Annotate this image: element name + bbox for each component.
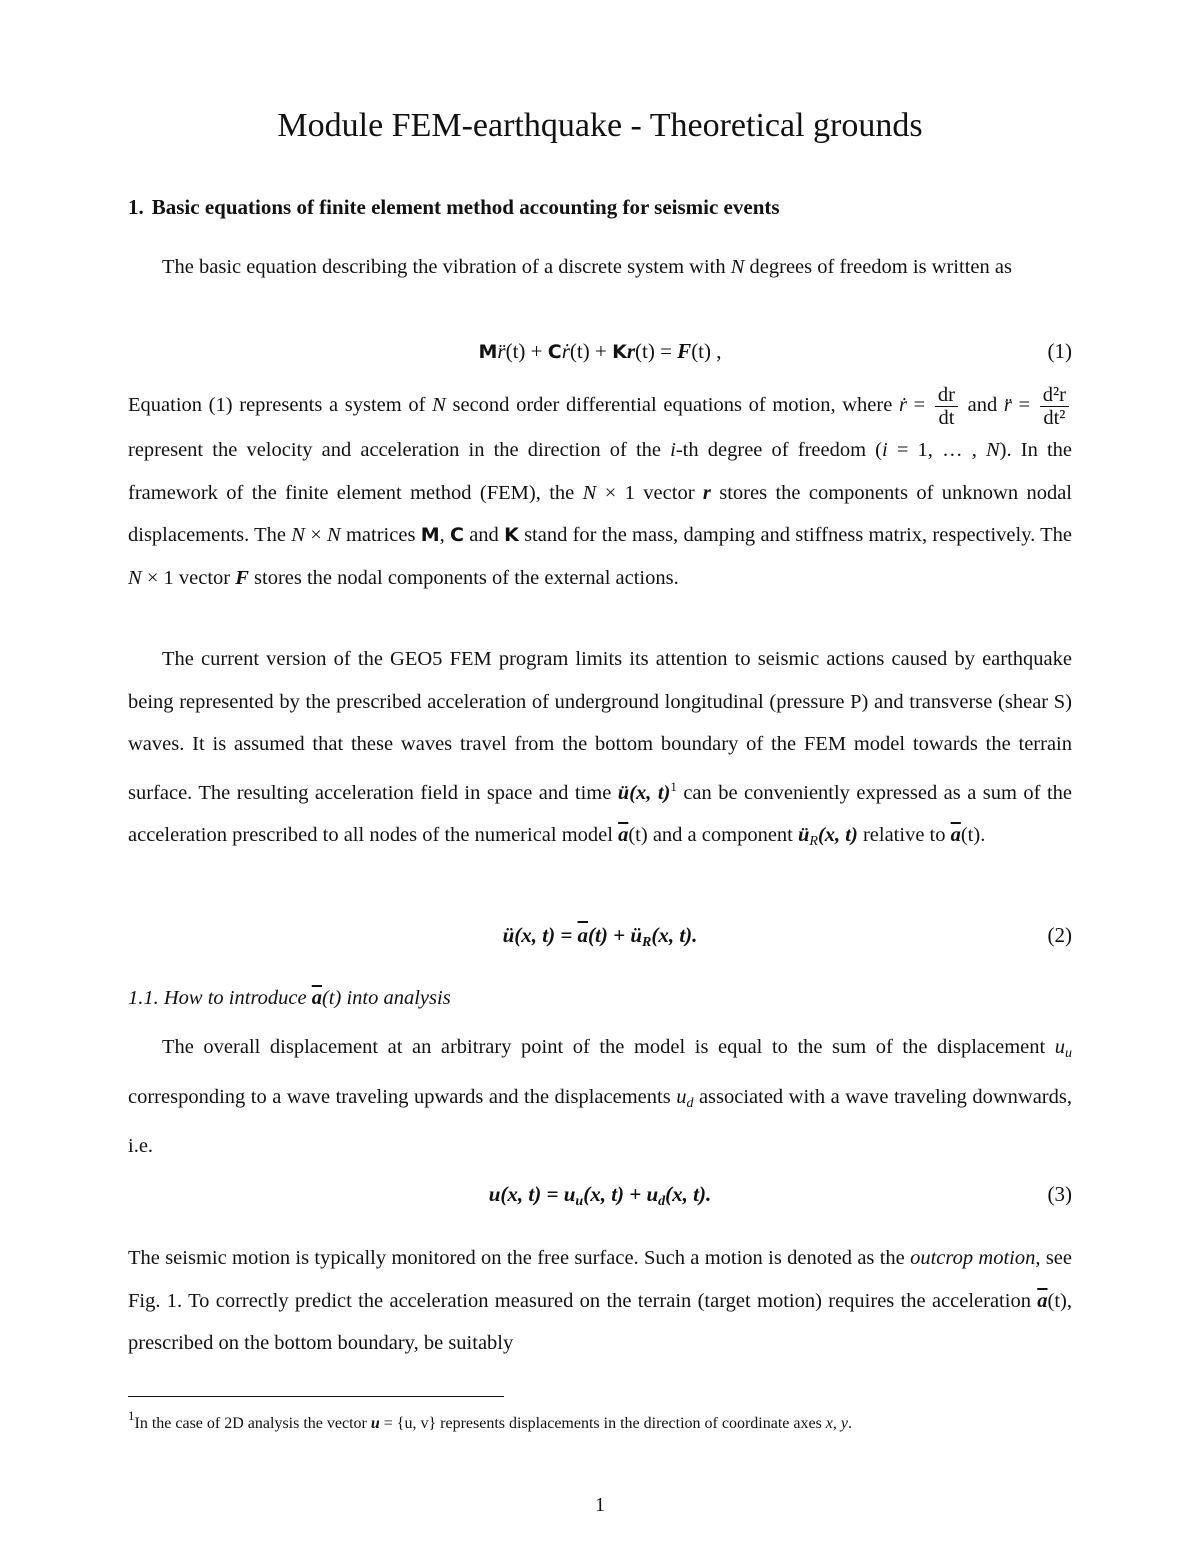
text: (t) ,	[691, 339, 722, 363]
matrix-C: C	[547, 341, 562, 363]
paragraph-intro	[128, 246, 1072, 289]
equation-body	[128, 334, 1072, 369]
text: (x, t).	[651, 923, 698, 947]
symbol-N: N	[327, 524, 341, 546]
text: can be conveniently expressed as a sum of the acceleration prescribed to all nodes of the numerical model	[128, 781, 1072, 846]
text: associated with a wave traveling downwards, i.e.	[128, 1085, 1072, 1157]
text: (t)	[628, 824, 648, 846]
text: represent the velocity and acceleration in the direction of the	[128, 439, 671, 461]
equation-number: (2)	[1047, 923, 1072, 947]
text: =	[906, 394, 932, 417]
equation-body	[128, 1177, 1072, 1219]
text: and a component	[647, 824, 798, 846]
text: degrees of freedom is written as	[744, 256, 1012, 278]
symbol-i: i	[882, 439, 888, 461]
text: (t)	[960, 824, 981, 846]
vector-F: F	[235, 566, 249, 589]
equation-number: (1)	[1047, 339, 1072, 363]
text: × 1 vector	[141, 566, 236, 589]
footnote-mark: 1	[128, 1408, 135, 1423]
subscript-u: u	[575, 1194, 584, 1209]
vector-r: r	[702, 481, 711, 504]
matrix-K: K	[504, 524, 519, 546]
text: ). In the framework of the finite element method (FEM), the	[128, 439, 1073, 504]
equation-number: (3)	[1047, 1182, 1072, 1206]
symbol: ṙ	[898, 394, 907, 417]
symbol-N: N	[291, 524, 305, 546]
subscript-u: u	[1065, 1046, 1072, 1061]
text: The current version of the GEO5 FEM program limits its attention to seismic actions caused by earthquake being represented by the prescribed acceleration of underground longitudinal (pressure P) and transverse (shear S) waves. It is assumed that these waves travel from the bottom boundary of the FEM model towards the terrain surface. The resulting acceleration field in space and time	[128, 648, 1072, 804]
equation-body	[128, 918, 1072, 960]
vector-u: u	[370, 1415, 380, 1432]
vector-a-bar: $\overline{a}$	[577, 923, 589, 947]
text: = 1, … ,	[887, 439, 986, 461]
subsection-heading	[128, 983, 451, 1013]
section-heading	[128, 192, 1072, 222]
args: (x, t)	[817, 824, 858, 846]
symbol-i: i	[670, 439, 676, 461]
text: , see Fig. 1. To correctly predict the acceleration measured on the terrain (target motion) requires the acceleration	[128, 1247, 1072, 1312]
vector-a-bar: $\overline{a}$	[311, 987, 322, 1009]
paragraph-displacement	[128, 1026, 1072, 1168]
footnote-divider	[128, 1396, 504, 1397]
symbol-N: N	[730, 256, 745, 278]
vector-u-ddot: ü	[798, 824, 810, 846]
vector-u-ddot: ü	[617, 781, 630, 804]
emphasis-outcrop-motion: outcrop motion	[910, 1247, 1036, 1269]
matrix-M: M	[420, 524, 440, 546]
text: stores the nodal components of the external actions.	[248, 566, 679, 589]
vector-F: F	[677, 339, 692, 363]
text: Equation (1) represents a system of	[128, 394, 433, 417]
text: relative to	[857, 824, 951, 846]
symbols-xy: x, y	[825, 1415, 848, 1432]
symbol: r̈	[497, 339, 506, 363]
fraction-velocity	[935, 384, 958, 429]
text: second order differential equations of motion, where	[445, 394, 899, 417]
text: =	[1011, 394, 1037, 417]
equation-3	[128, 1177, 1072, 1211]
text: (t) into analysis	[321, 987, 451, 1009]
text: (t) +	[505, 339, 548, 363]
symbol-N: N	[432, 394, 446, 417]
fraction-denominator: dt	[938, 407, 955, 429]
text: (t), prescribed on the bottom boundary, be suitably	[128, 1289, 1072, 1354]
text: (x, t) + u	[583, 1182, 659, 1206]
text: The overall displacement at an arbitrary point of the model is equal to the sum of the displacement	[162, 1036, 1055, 1058]
subscript-R: R	[642, 935, 652, 950]
symbol-N: N	[128, 566, 142, 589]
symbol-N: N	[985, 439, 1000, 461]
paragraph-equation-explanation	[128, 384, 1072, 599]
text: (t) =	[635, 339, 678, 363]
text: (x, t).	[665, 1182, 712, 1206]
section-title: Basic equations of finite element method accounting for seismic events	[151, 195, 780, 219]
fraction-denominator: dt²	[1043, 407, 1066, 429]
text: .	[848, 1415, 852, 1432]
matrix-M: M	[478, 341, 498, 363]
text: stores the components of unknown nodal displacements. The	[128, 481, 1072, 546]
text: and	[960, 394, 1004, 417]
fraction-numerator: d²r	[1040, 384, 1069, 407]
text: matrices	[340, 524, 421, 546]
vector-a-bar: $\overline{a}$	[950, 824, 961, 846]
text: stand for the mass, damping and stiffness matrix, respectively. The	[518, 524, 1072, 546]
matrix-C: C	[450, 524, 464, 546]
footnote-mark: 1	[670, 778, 677, 794]
subscript-d: d	[686, 1095, 694, 1111]
symbol: r̈	[1003, 394, 1012, 417]
symbol-N: N	[582, 481, 597, 504]
text: The basic equation describing the vibration of a discrete system with	[162, 256, 731, 278]
section-number: 1.	[128, 195, 144, 219]
text: (t) + ü	[588, 923, 642, 947]
text: .	[980, 824, 986, 846]
text: (t) +	[569, 339, 613, 363]
footnote	[128, 1400, 1072, 1440]
subscript-R: R	[809, 834, 818, 849]
text: corresponding to a wave traveling upwards and the displacements	[128, 1085, 677, 1108]
symbol: ṙ	[561, 339, 570, 363]
fraction-acceleration	[1040, 384, 1069, 429]
paragraph-outcrop	[128, 1237, 1072, 1365]
text: u(x, t) = u	[488, 1182, 576, 1206]
symbol-u: u	[676, 1085, 687, 1108]
fraction-numerator: dr	[935, 384, 958, 407]
vector-a-bar: $\overline{a}$	[1037, 1289, 1048, 1312]
subscript-d: d	[658, 1194, 666, 1209]
args: (x, t)	[629, 781, 671, 804]
page-title: Module FEM-earthquake - Theoretical grounds	[277, 107, 923, 144]
matrix-K: K	[612, 341, 627, 363]
text: In the case of 2D analysis the vector	[134, 1415, 371, 1432]
equation-2	[128, 918, 1072, 952]
text: -th degree of freedom (	[675, 439, 883, 461]
text: 1.1. How to introduce	[128, 987, 312, 1009]
text: ,	[439, 524, 450, 546]
paragraph-geo5	[128, 638, 1072, 864]
text: ü(x, t) =	[502, 923, 578, 947]
equation-1	[128, 334, 1072, 368]
page-number: 1	[595, 1494, 605, 1516]
vector-a-bar: $\overline{a}$	[618, 824, 629, 846]
vector-r: r	[626, 339, 635, 363]
symbol-u: u	[1054, 1036, 1065, 1058]
text: ×	[304, 524, 328, 546]
text: = {u, v} represents displacements in the direction of coordinate axes	[379, 1415, 826, 1432]
text: × 1 vector	[596, 481, 703, 504]
text: and	[463, 524, 505, 546]
text: The seismic motion is typically monitored on the free surface. Such a motion is denoted as the	[128, 1247, 911, 1269]
